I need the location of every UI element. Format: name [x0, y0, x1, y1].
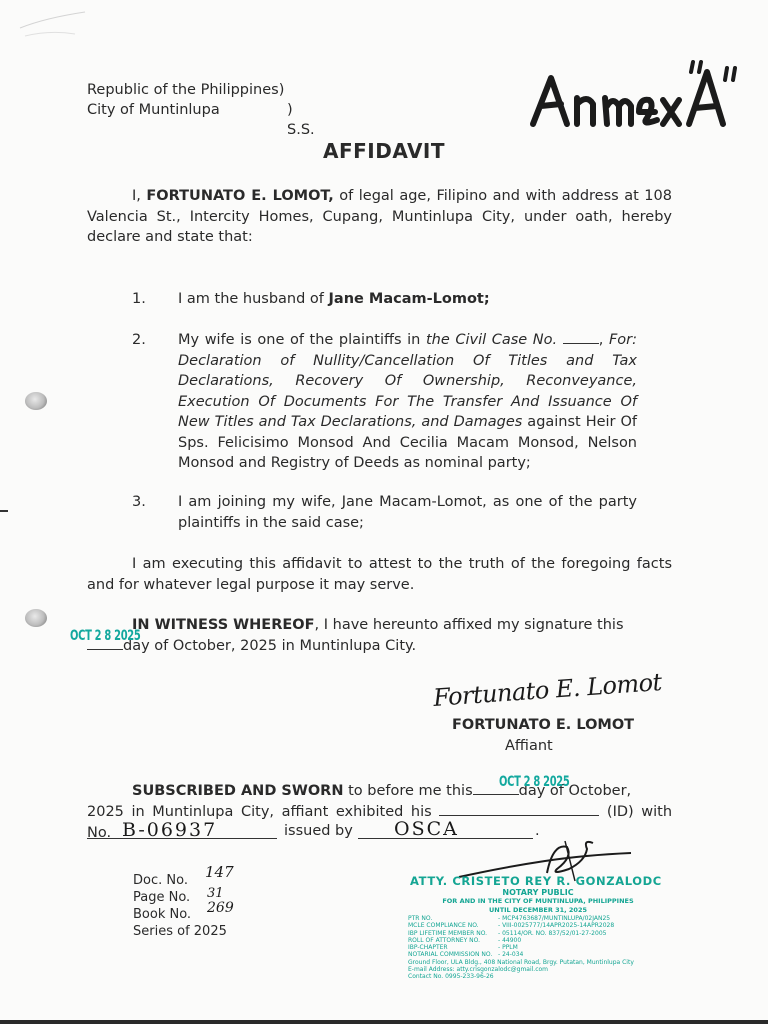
punch-hole-top — [25, 392, 47, 410]
notary-row — [408, 930, 678, 937]
affiant-signature: Fortunato E. Lomot — [432, 668, 663, 712]
notary-stamp — [408, 874, 678, 981]
notary-row-key: MCLE COMPLIANCE NO. — [408, 922, 479, 930]
book-no-value: 269 — [207, 900, 234, 916]
book-no-label: Book No. — [133, 907, 192, 922]
page-no-value: 31 — [207, 886, 224, 901]
header-ss: ) S.S. — [287, 102, 315, 138]
notary-row-value: - 05114/OR. NO. 837/52/01-27-2005 — [498, 929, 607, 937]
id-type-blank — [439, 803, 599, 816]
header-city-name: City of Muntinlupa — [87, 102, 220, 118]
witness-text-1: , I have hereunto affixed my signature this — [314, 617, 624, 633]
notary-row-value: - MCP4763687/MUNTINLUPA/02JAN25 — [498, 915, 611, 922]
jurat-text-4: (ID) with No. — [87, 804, 673, 841]
punch-hole-bottom — [25, 609, 47, 627]
notary-row — [408, 951, 678, 958]
notary-title: NOTARY PUBLIC — [502, 888, 574, 897]
jurat-bold: SUBSCRIBED AND SWORN — [132, 783, 344, 799]
item-3-number: 3. — [132, 494, 146, 510]
item-2-post: against Heir Of Sps. Felicisimo Monsod And Cecilia Macam Monsod, Nelson Monsod and Registry of Deeds as nominal party; — [178, 414, 637, 471]
notary-area: FOR AND IN THE CITY OF MUNTINLUPA, PHILIPPINES — [442, 897, 634, 905]
notary-row — [408, 937, 678, 944]
item-1-number: 1. — [132, 291, 146, 307]
item-3-text: I am joining my wife, Jane Macam-Lomot, as one of the party plaintiffs in the said case; — [178, 494, 637, 531]
doc-no-value: 147 — [205, 863, 234, 881]
date-stamp-jurat: OCT 2 8 2025 — [499, 773, 570, 790]
notary-row — [408, 922, 678, 929]
id-number-handwritten: B-06937 — [122, 819, 218, 841]
notary-row-value: - PPLM — [498, 944, 518, 952]
issued-by-label: issued by — [284, 823, 353, 839]
affiant-name: FORTUNATO E. LOMOT — [452, 717, 635, 733]
witness-text-2: day of October, 2025 in Muntinlupa City. — [123, 638, 417, 654]
item-1-text — [178, 289, 637, 310]
notary-contact: Contact No. 0995-233-96-26 — [408, 973, 494, 981]
item-2-text: My wife is one of the plaintiffs in the Civil Case No. , For: Declaration of Nullity/Cancellation Of Titles and Tax Declarations, Recovery Of Ownership, Reconveyance, Execution Of Documents For The Transfer And Issuance Of New Titles and Tax Declarations, and Damages against Heir Of Sps. Felicisimo Monsod And Cecilia Macam Monsod, Nelson Monsod and Registry of Deeds as nominal party; — [178, 332, 638, 471]
document-title: AFFIDAVIT — [322, 139, 446, 163]
item-1-pre: I am the husband of — [178, 291, 329, 307]
notary-row-key: IBP LIFETIME MEMBER NO. — [408, 929, 488, 937]
notary-row-key: IBP-CHAPTER — [408, 944, 448, 952]
doc-no-label: Doc. No. — [133, 873, 188, 888]
witness-line-2 — [87, 636, 672, 657]
corner-smudge — [15, 8, 95, 43]
executing-paragraph: I am executing this affidavit to attest to the truth of the foregoing facts and for whatever legal purpose it may serve. — [87, 556, 672, 593]
notary-address: Ground Floor, ULA Bldg., 408 National Road, Brgy. Putatan, Muntinlupa City — [408, 958, 634, 966]
book-no — [133, 900, 234, 924]
jurat-line-1 — [87, 781, 672, 802]
intro-pre: I, — [132, 188, 147, 204]
item-1-bold: Jane Macam-Lomot; — [328, 291, 490, 307]
notary-row-key: PTR NO. — [408, 915, 433, 922]
series: Series of 2025 — [133, 924, 227, 939]
notary-row-value: - VIII-0025777/14APR2025-14APR2028 — [498, 922, 615, 930]
jurat-text-1: to before me this — [343, 783, 473, 799]
annex-a-handwritten — [527, 60, 742, 140]
item-2-number: 2. — [132, 332, 146, 348]
jurat-text-3: 2025 in Muntinlupa City, affiant exhibited his — [87, 804, 432, 820]
edge-mark — [0, 510, 8, 512]
header-city — [87, 100, 315, 138]
notary-email: E-mail Address: atty.crisgonzalodc@gmail.com — [408, 966, 549, 974]
notary-row — [408, 915, 678, 922]
intro-post: of legal age, Filipino and with address at 108 Valencia St., Intercity Homes, Cupang, Muntinlupa City, under oath, hereby declare and state that: — [87, 188, 672, 245]
issuer-handwritten: OSCA — [394, 818, 459, 840]
item-2-case: the Civil Case No. — [425, 332, 558, 348]
jurat-text-2: day of October, — [518, 783, 632, 799]
notary-until: UNTIL DECEMBER 31, 2025 — [488, 906, 588, 914]
affiant-name-intro: FORTUNATO E. LOMOT, — [146, 188, 334, 204]
date-stamp-witness: OCT 2 8 2025 — [70, 627, 141, 644]
witness-line-1 — [87, 615, 672, 636]
case-number-blank — [563, 331, 599, 344]
notary-row-key: NOTARIAL COMMISSION NO. — [408, 951, 493, 959]
item-2-for: For: Declaration of Nullity/Cancellation Of Titles and Tax Declarations, Recovery Of Ownership, Reconveyance, Execution Of Documents For The Transfer And Issuance Of New Titles and Tax Declarations, and Damages — [178, 332, 638, 430]
affiant-role: Affiant — [505, 738, 553, 754]
notary-row — [408, 944, 678, 951]
notary-name: ATTY. CRISTETO REY R. GONZALODC — [410, 874, 662, 888]
page-no — [133, 886, 224, 907]
issuer-period: . — [535, 823, 540, 839]
notary-row-key: ROLL OF ATTORNEY NO. — [408, 936, 481, 944]
witness-bold: IN WITNESS WHEREOF — [132, 617, 315, 633]
notary-row-value: - 44900 — [498, 936, 522, 944]
page-no-label: Page No. — [133, 890, 191, 905]
header-republic: Republic of the Philippines) — [87, 82, 285, 98]
intro-paragraph — [87, 186, 672, 248]
notary-row-value: - 24-034 — [498, 951, 524, 959]
item-2-pre: My wife is one of the plaintiffs in — [178, 332, 426, 348]
bottom-edge — [0, 1020, 768, 1024]
doc-no — [133, 863, 234, 890]
